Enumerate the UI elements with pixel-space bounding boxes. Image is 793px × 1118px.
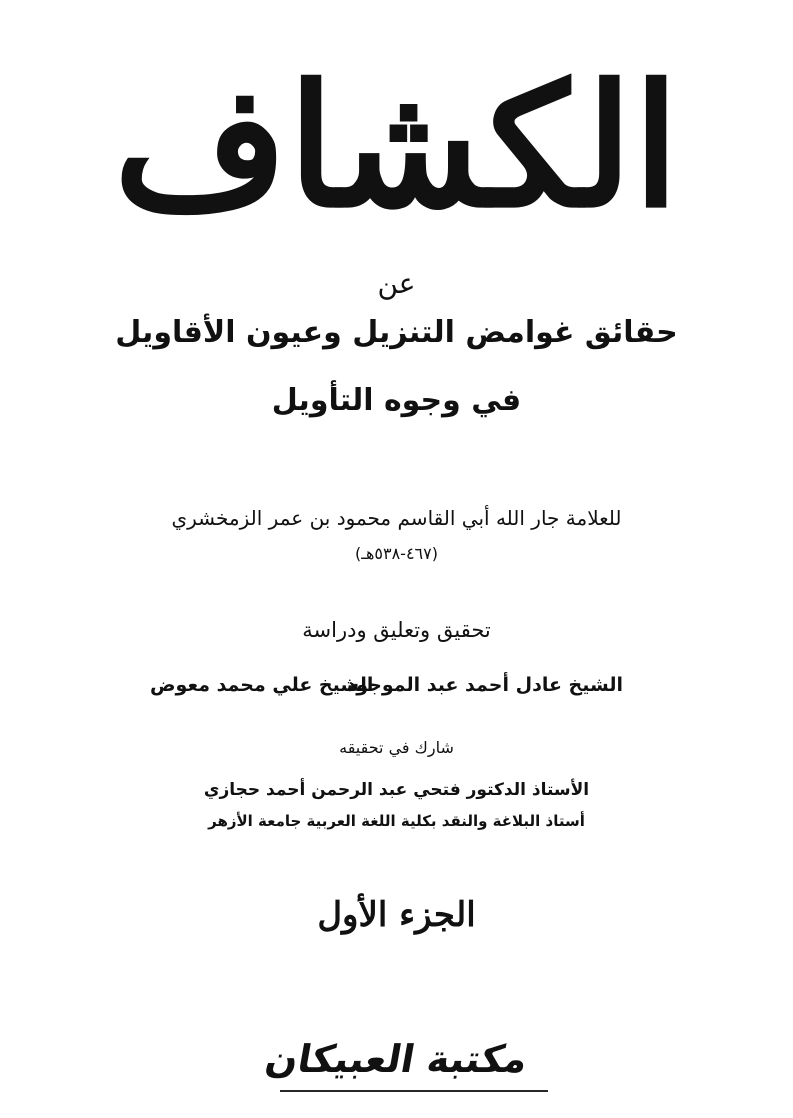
publisher-logo-text: مكتبة العبيكان (261, 1037, 532, 1081)
editing-heading: تحقيق وتعليق ودراسة (302, 618, 491, 642)
subtitle-line-1: حقائق غوامض التنزيل وعيون الأقاويل (115, 315, 678, 350)
book-title: الكشاف (113, 47, 680, 245)
contributor-title: أستاذ البلاغة والنقد بكلية اللغة العربية جامعة الأزهر (208, 812, 585, 830)
title-connector: عن (377, 267, 416, 300)
volume-label: الجزء الأول (317, 895, 476, 935)
participated-label: شارك في تحقيقه (339, 738, 454, 757)
contributor-name: الأستاذ الدكتور فتحي عبد الرحمن أحمد حجازي (203, 780, 590, 800)
editor-left: الشيخ علي محمد معوض (150, 674, 374, 696)
publisher-underline (280, 1090, 548, 1092)
subtitle-line-2: في وجوه التأويل (271, 383, 522, 418)
editor-right: الشيخ عادل أحمد عبد الموجود (346, 674, 623, 696)
author-dates: (٤٦٧-٥٣٨هـ) (355, 544, 438, 563)
author-line: للعلامة جار الله أبي القاسم محمود بن عمر الزمخشري (171, 506, 622, 530)
